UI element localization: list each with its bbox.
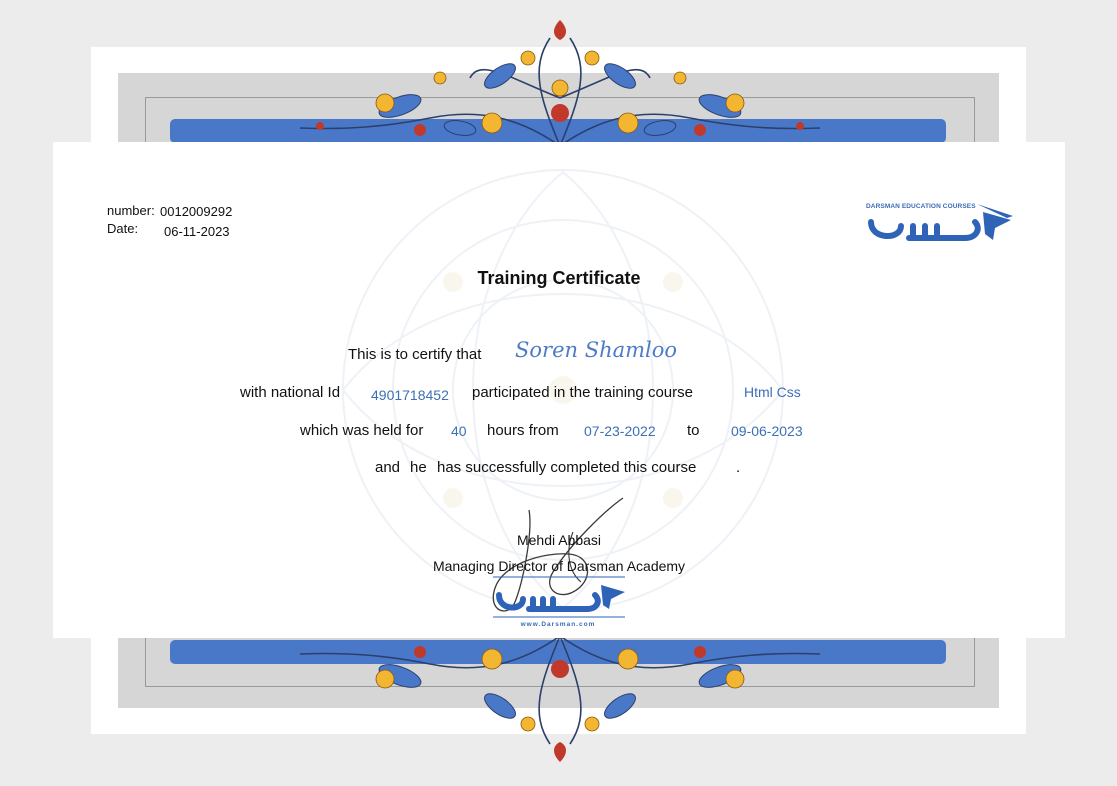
start-date-value: 07-23-2022 <box>584 423 656 439</box>
signer-name: Mehdi Abbasi <box>516 532 602 548</box>
certify-intro-text: This is to certify that <box>348 346 482 363</box>
course-name: Html Css <box>744 384 801 400</box>
and-text: and <box>375 459 401 476</box>
completion-period: . <box>736 459 741 476</box>
certificate-number-label: number: <box>107 203 155 218</box>
hours-from-text: hours from <box>487 422 559 439</box>
completion-text: has successfully completed this course <box>437 459 697 476</box>
bottom-floral-ornament <box>280 634 840 764</box>
certificate-card <box>53 142 1065 638</box>
certificate-number-value: 0012009292 <box>160 204 233 219</box>
national-id-value: 4901718452 <box>371 387 449 403</box>
bottom-logo-url: www.Darsman.com <box>520 621 596 628</box>
certificate-title: Training Certificate <box>477 268 641 288</box>
top-floral-ornament <box>280 18 840 148</box>
participated-text: participated in the training course <box>472 384 693 401</box>
top-logo-caption: DARSMAN EDUCATION COURSES <box>866 203 976 210</box>
certificate-date-value: 06-11-2023 <box>164 224 230 239</box>
course-hours-value: 40 <box>451 423 467 439</box>
to-text: to <box>687 422 700 439</box>
national-id-label: with national Id <box>240 384 341 401</box>
recipient-pronoun: he <box>410 459 427 476</box>
certificate-date-label: Date: <box>107 221 139 236</box>
end-date-value: 09-06-2023 <box>731 423 803 439</box>
signer-role: Managing Director of Darsman Academy <box>432 558 686 574</box>
held-for-text: which was held for <box>300 422 424 439</box>
recipient-name: Soren Shamloo <box>515 338 678 362</box>
